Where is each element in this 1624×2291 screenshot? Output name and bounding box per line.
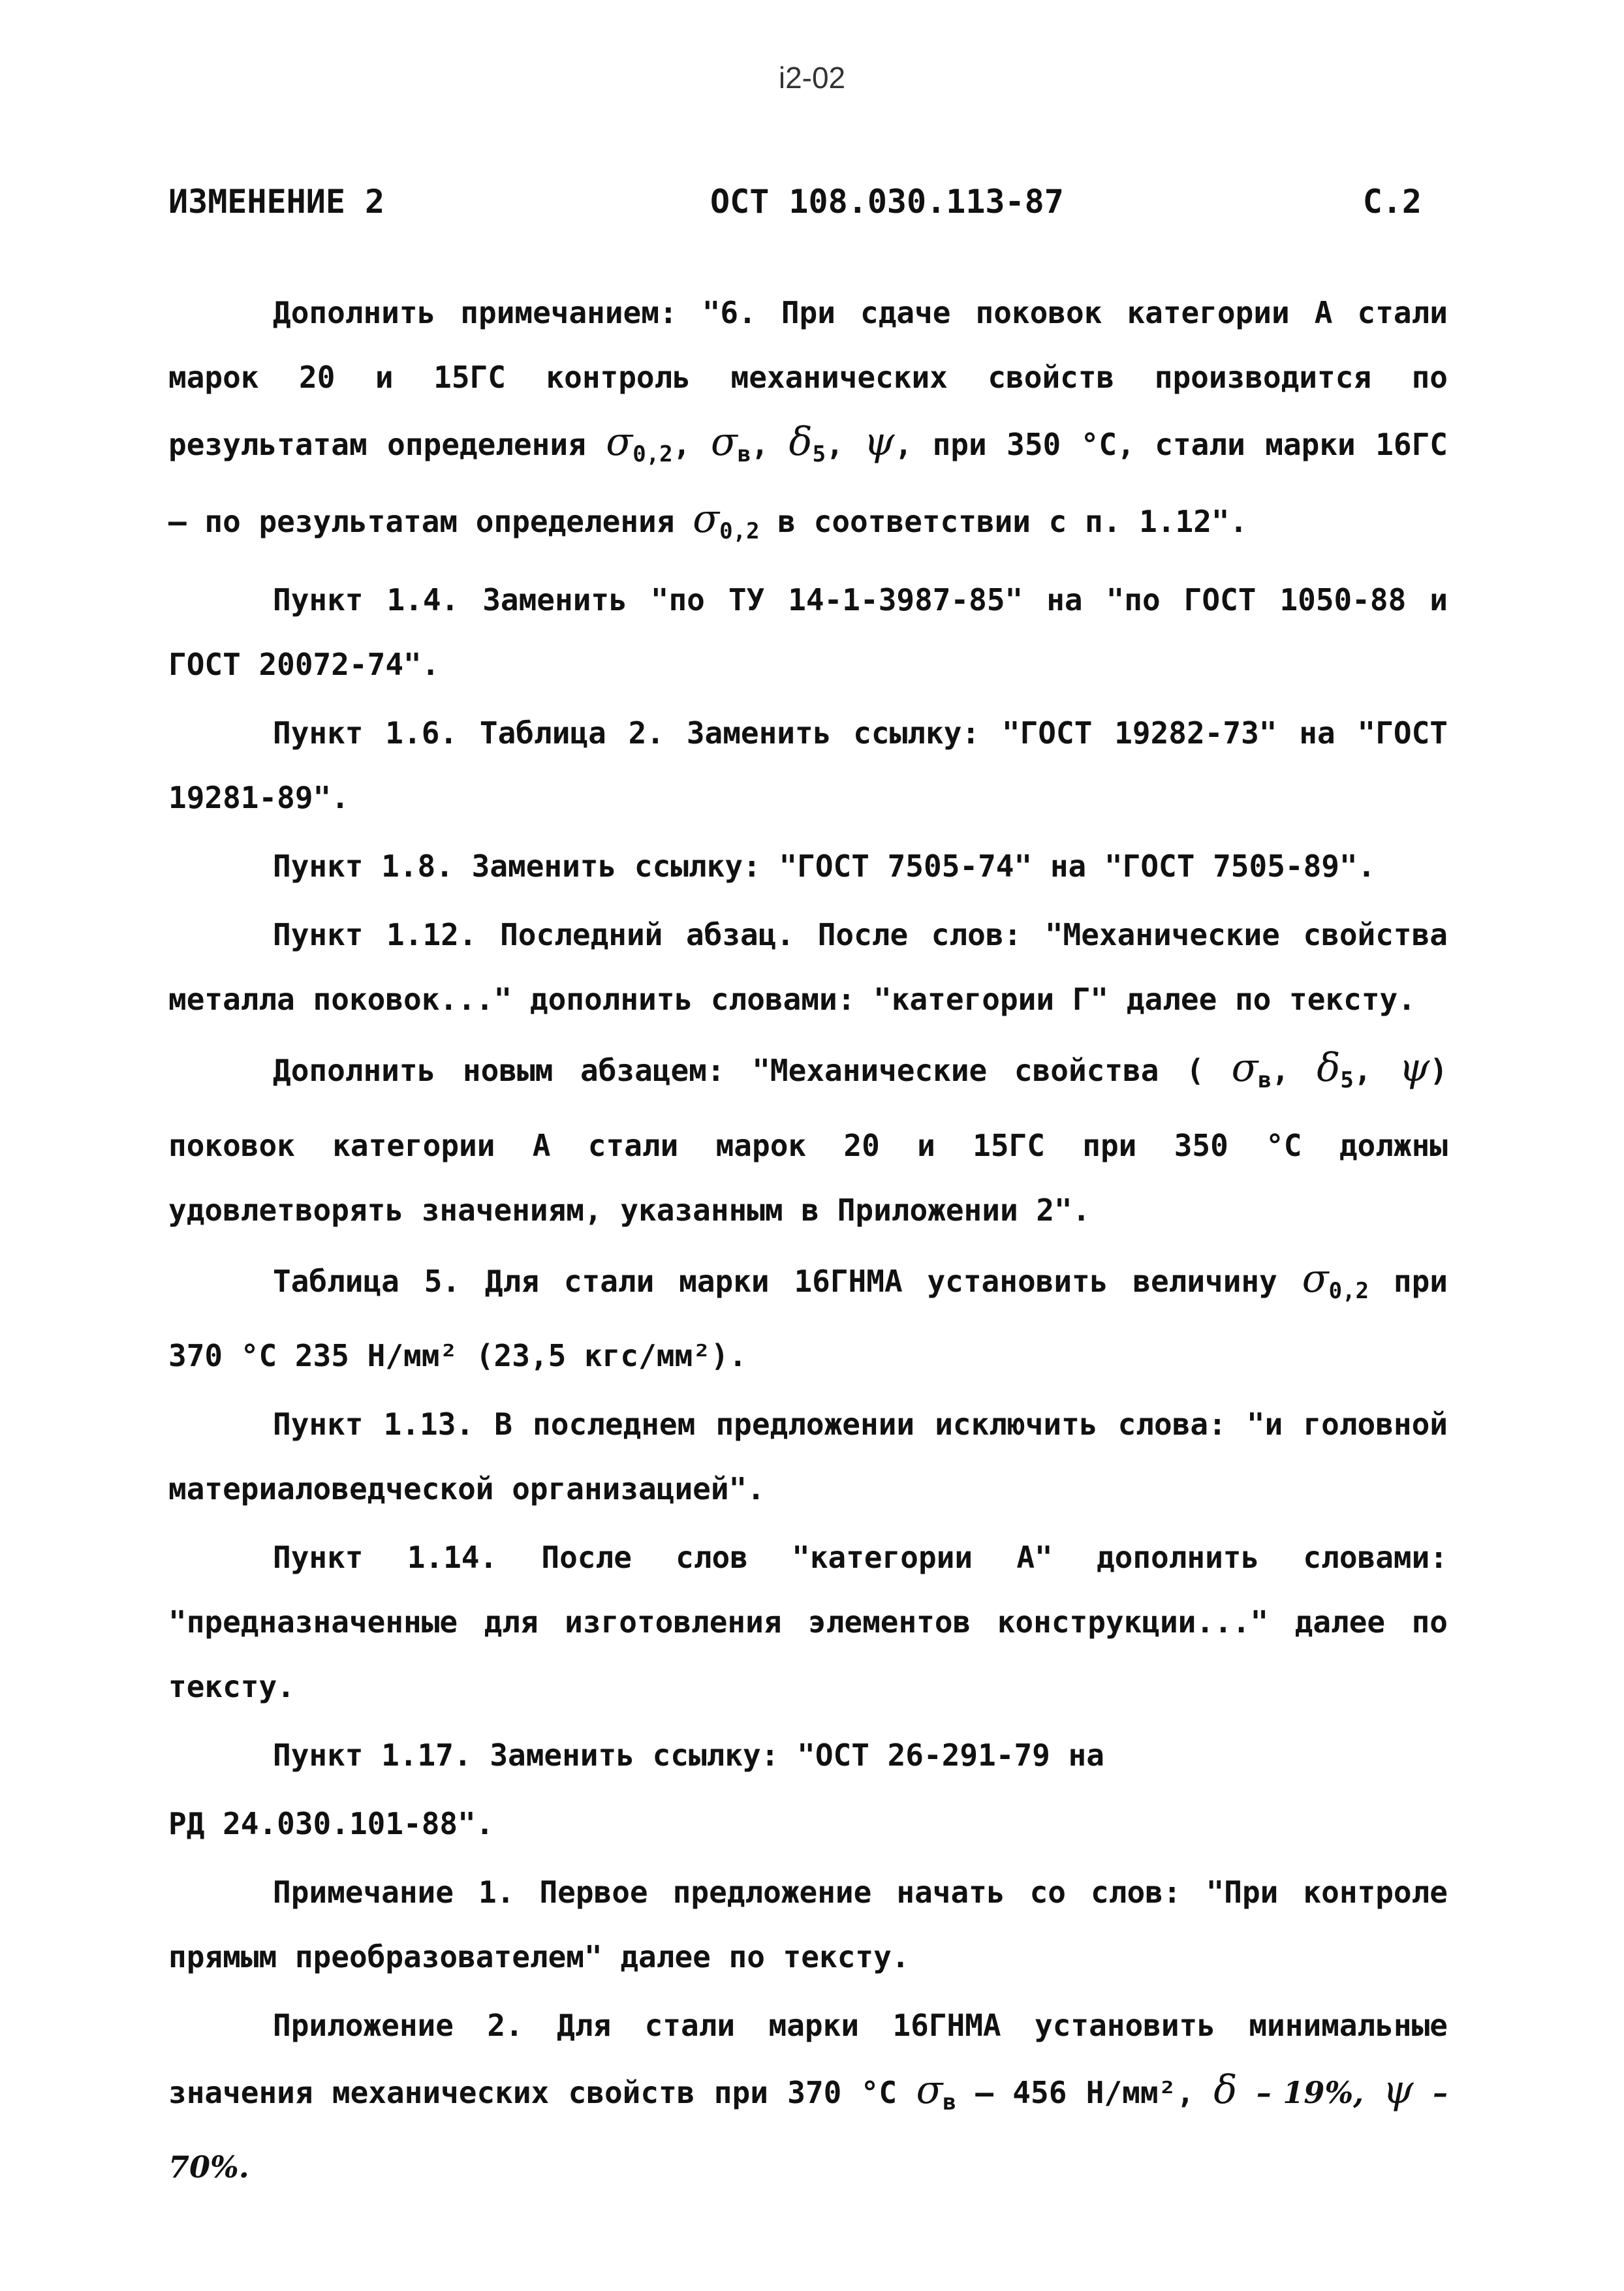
- document-header: [168, 183, 1422, 228]
- psi-symbol: ψ: [864, 419, 895, 465]
- paragraph-note-1: Примечание 1. Первое предложение начать со слов: "При контроле прямым преобразователем" далее по тексту.: [168, 1874, 1448, 1974]
- page-label: С.2: [1362, 183, 1422, 221]
- document-body: [168, 281, 1448, 2204]
- sigma-symbol: σ: [710, 419, 738, 465]
- paragraph-item-1-6: Пункт 1.6. Таблица 2. Заменить ссылку: "ГОСТ 19282-73" на "ГОСТ 19281-89".: [168, 715, 1448, 816]
- sigma-symbol: σ: [693, 496, 720, 542]
- page-number: i2-02: [778, 61, 846, 95]
- paragraph-item-1-17-continued: РД 24.030.101-88".: [168, 1805, 494, 1841]
- sigma-symbol: σ: [606, 419, 633, 465]
- paragraph-item-1-17: Пункт 1.17. Заменить ссылку: "ОСТ 26-291-79 на: [273, 1737, 1104, 1773]
- paragraph-item-1-8: Пункт 1.8. Заменить ссылку: "ГОСТ 7505-74" на "ГОСТ 7505-89".: [273, 849, 1376, 884]
- paragraph-item-1-13: Пункт 1.13. В последнем предложении исключить слова: "и головной материаловедческой организацией".: [168, 1406, 1448, 1506]
- amendment-label: ИЗМЕНЕНИЕ 2: [168, 183, 385, 221]
- delta-symbol: δ: [1213, 2066, 1238, 2113]
- paragraph-item-1-4: Пункт 1.4. Заменить "по ТУ 14-1-3987-85" на "по ГОСТ 1050-88 и ГОСТ 20072-74".: [168, 582, 1448, 683]
- paragraph-item-1-14: Пункт 1.14. После слов "категории А" дополнить словами: "предназначенные для изготовления элементов конструкции..." далее по тексту.: [168, 1539, 1448, 1704]
- delta-symbol: δ: [1317, 1045, 1341, 1091]
- paragraph-appendix-2: Приложение 2. Для стали марки 16ГНМА установить минимальные значения механических свойств при 370 °С $\sigma_в - 456$ Н/мм², δ – 19%, ψ – 70%.: [168, 2007, 1448, 2185]
- paragraph-item-1-12: Пункт 1.12. Последний абзац. После слов: "Механические свойства металла поковок..." дополнить словами: "категории Г" далее по тексту.: [168, 917, 1448, 1018]
- paragraph-table-5: Таблица 5. Для стали марки 16ГНМА установить величину $\sigma_{0,2}$ при 370 °С 235 Н/мм² (23,5 кгс/мм²).: [168, 1255, 1448, 1373]
- standard-designation: ОСТ 108.030.113-87: [710, 183, 1064, 221]
- psi-symbol: ψ: [1382, 2066, 1414, 2113]
- sigma-symbol: σ: [916, 2066, 943, 2113]
- paragraph-new-abstract: Дополнить новым абзацем: "Механические свойства ( $\sigma_в$, $\delta_5$, ψ) поковок категории А стали марок 20 и 15ГС при 350 °С должны удовлетворять значениям, указанным в Приложении 2".: [168, 1045, 1448, 1228]
- delta-symbol: δ: [789, 419, 813, 465]
- paragraph-note-6: Дополнить примечанием: "6. При сдаче поковок категории А стали марок 20 и 15ГС контроль механических свойств производится по результатам определения $\sigma_{0,2}$, $\sigma_в$, $\delta_5$, ψ, при 350 °С, стали марки 16ГС – по результатам определения $\sigma_{0,2}$ в соответствии с п. 1.12".: [168, 295, 1448, 545]
- psi-symbol: ψ: [1399, 1045, 1430, 1091]
- sigma-symbol: σ: [1302, 1255, 1329, 1301]
- sigma-symbol: σ: [1231, 1045, 1258, 1091]
